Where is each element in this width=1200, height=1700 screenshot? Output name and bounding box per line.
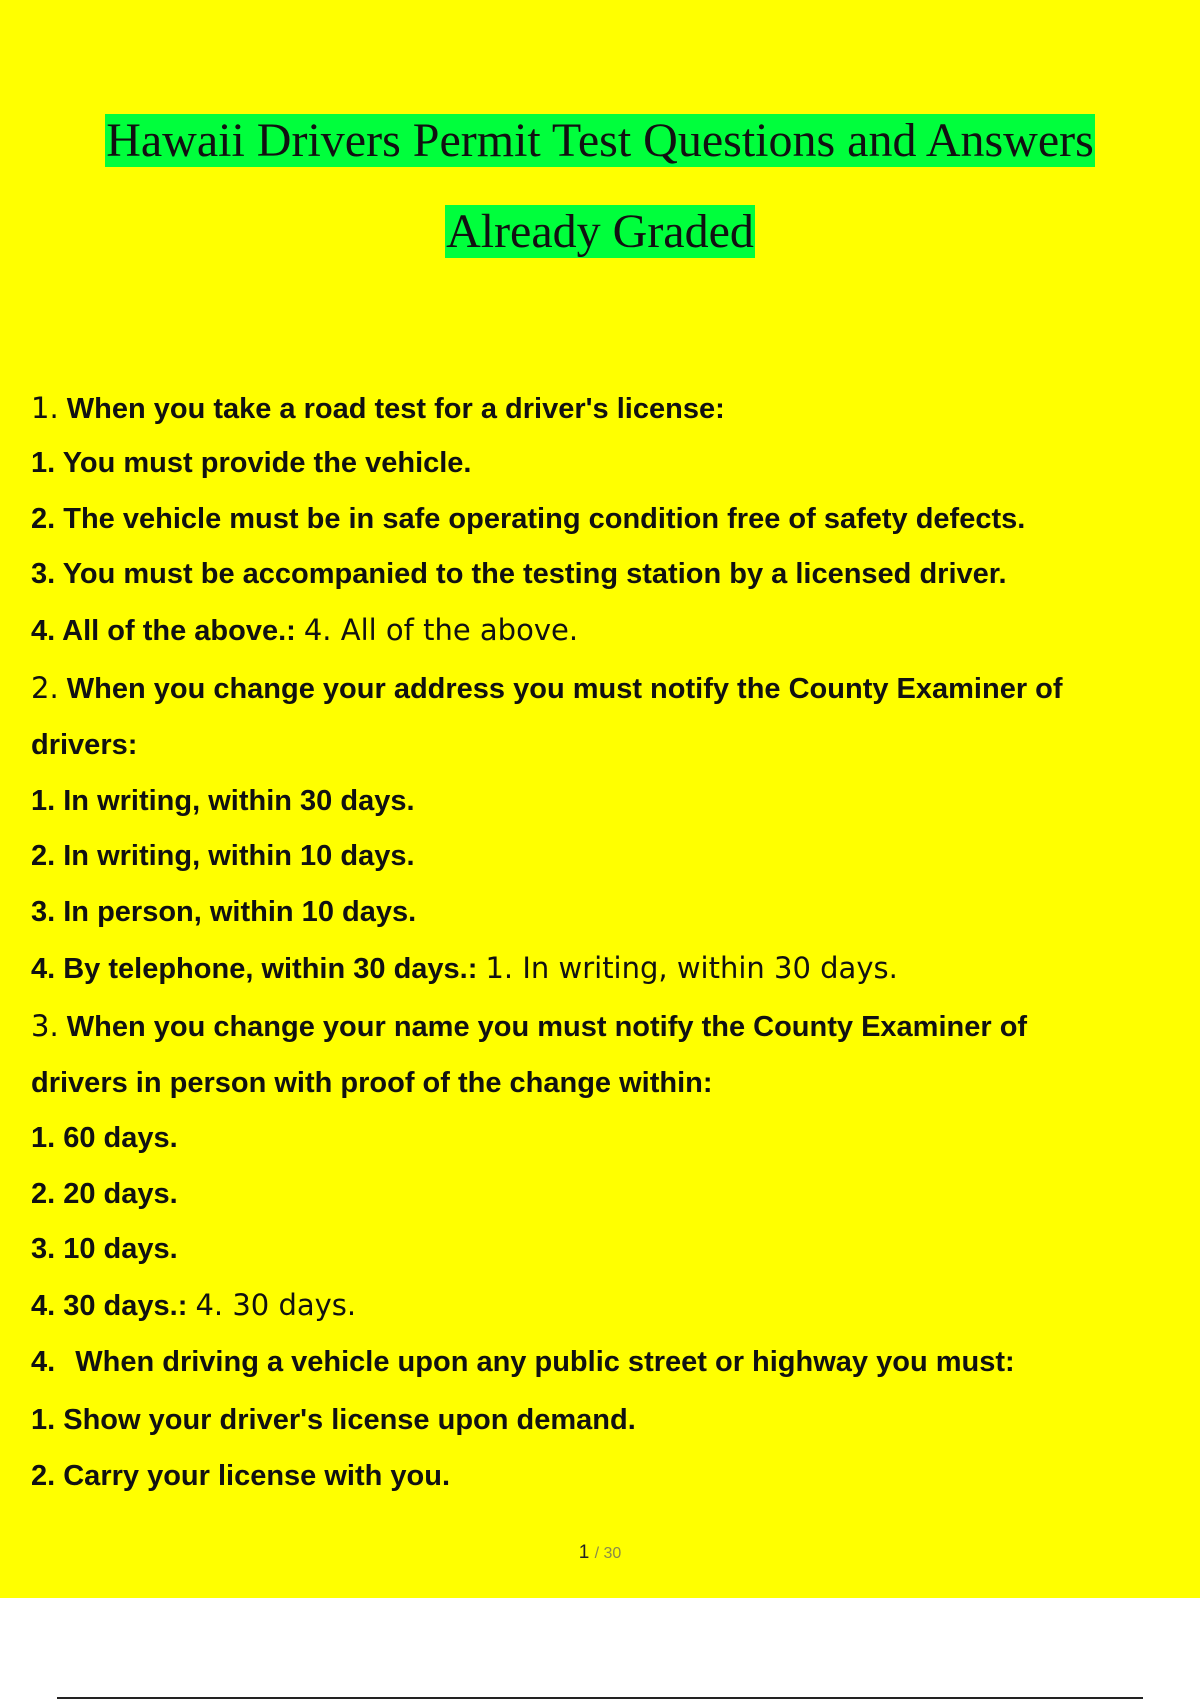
page-number-current: 1 — [578, 1542, 590, 1563]
question-4 — [31, 1346, 1180, 1379]
question-1-text: When you take a road test for a driver's license: — [66, 393, 725, 425]
question-2-number: 2. — [31, 671, 59, 705]
question-2-option-4-text: 4. By telephone, within 30 days.: — [31, 953, 478, 985]
question-1 — [31, 391, 1180, 426]
page-number — [0, 1542, 1200, 1564]
question-1-option-2: 2. The vehicle must be in safe operating condition free of safety defects. — [31, 503, 1026, 535]
question-3-answer: 4. 30 days. — [195, 1288, 357, 1322]
question-1-option-4 — [31, 613, 1180, 648]
title-highlight-1: Hawaii Drivers Permit Test Questions and Answers — [106, 114, 1094, 167]
question-2-option-4 — [31, 951, 1180, 986]
question-1-number: 1. — [31, 391, 59, 425]
question-4-option-2: 2. Carry your license with you. — [31, 1460, 451, 1492]
page-number-total: / 30 — [594, 1545, 622, 1562]
question-2-text: When you change your address you must notify the County Examiner of — [66, 673, 1063, 705]
question-1-option-3: 3. You must be accompanied to the testing station by a licensed driver. — [31, 558, 1007, 590]
document-title-line-1 — [0, 110, 1200, 172]
question-2-answer: 1. In writing, within 30 days. — [485, 951, 898, 985]
next-page-divider — [57, 1697, 1143, 1699]
question-3-option-1: 1. 60 days. — [31, 1122, 178, 1154]
question-2-option-3: 3. In person, within 10 days. — [31, 896, 417, 928]
question-3-option-3: 3. 10 days. — [31, 1233, 178, 1265]
question-1-answer: 4. All of the above. — [303, 613, 579, 647]
question-4-text: When driving a vehicle upon any public street or highway you must: — [75, 1346, 1015, 1378]
question-3-option-4 — [31, 1288, 1180, 1323]
document-title-line-2 — [0, 201, 1200, 263]
question-3-text-continued: drivers in person with proof of the change within: — [31, 1067, 713, 1099]
question-2-option-1: 1. In writing, within 30 days. — [31, 785, 415, 817]
question-3 — [31, 1009, 1180, 1044]
question-2-option-2: 2. In writing, within 10 days. — [31, 840, 415, 872]
question-2-text-continued: drivers: — [31, 729, 138, 761]
question-4-option-1: 1. Show your driver's license upon demand. — [31, 1404, 636, 1436]
question-3-option-4-text: 4. 30 days.: — [31, 1290, 188, 1322]
question-3-option-2: 2. 20 days. — [31, 1178, 178, 1210]
title-highlight-2: Already Graded — [446, 205, 754, 258]
question-1-option-4-text: 4. All of the above.: — [31, 615, 296, 647]
question-1-option-1: 1. You must provide the vehicle. — [31, 447, 472, 479]
question-3-text: When you change your name you must notify the County Examiner of — [66, 1011, 1028, 1043]
question-4-number: 4. — [31, 1346, 56, 1378]
question-3-number: 3. — [31, 1009, 59, 1043]
question-2 — [31, 671, 1180, 706]
